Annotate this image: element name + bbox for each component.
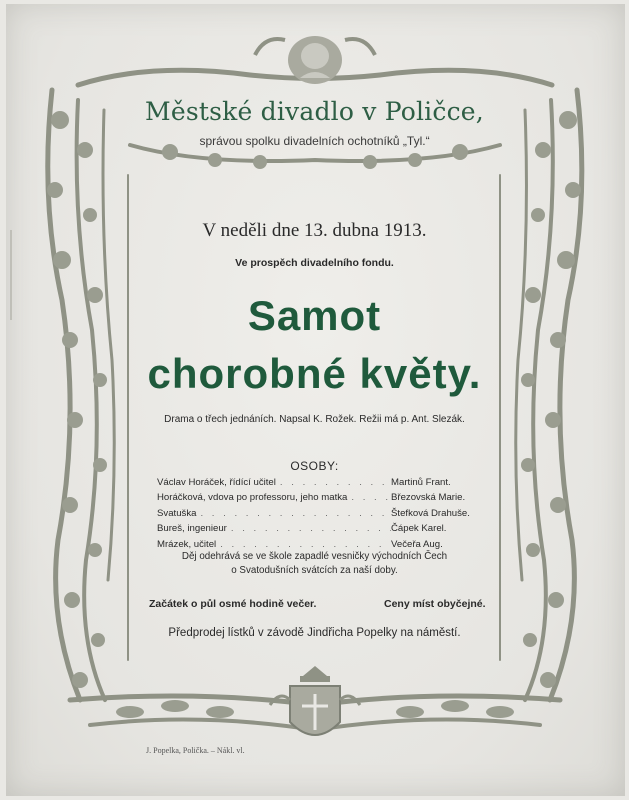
theatre-name: Městské divadlo v Poličce,	[145, 97, 484, 126]
cast-actor: Štefková Drahuše.	[391, 507, 470, 519]
benefit-line: Ve prospěch divadelního fondu.	[235, 257, 394, 269]
cast-row	[157, 523, 487, 538]
cast-role: Horáčková, vdova po professoru, jeho matka	[157, 492, 348, 504]
management-line: správou spolku divadelních ochotníků „Tyl.“	[199, 134, 430, 148]
cast-heading: OSOBY:	[290, 459, 339, 473]
setting-line-1: Děj odehrává se ve škole zapadlé vesničky východních Čech	[181, 551, 448, 562]
performance-date: V neděli dne 13. dubna 1913.	[202, 220, 427, 241]
cast-role: Mrázek, učitel	[157, 538, 217, 550]
cast-actor: Martinů Frant.	[391, 477, 451, 488]
start-time: Začátek o půl osmé hodině večer.	[149, 598, 317, 610]
setting-line-2: o Svatodušních svátcích za naší doby.	[231, 565, 398, 576]
play-title-line2: chorobné květy.	[147, 350, 482, 397]
cast-row	[157, 508, 487, 523]
play-title-line1: Samot	[247, 292, 382, 339]
leader-dots	[216, 539, 391, 550]
cast-actor: Březovská Marie.	[391, 492, 466, 504]
printer-imprint: J. Popelka, Polička. – Nákl. vl.	[146, 746, 245, 755]
cast-row	[157, 492, 487, 507]
leader-dots	[196, 508, 391, 519]
cast-role: Svatuška	[157, 507, 197, 519]
leader-dots	[227, 523, 391, 534]
cast-row	[157, 477, 487, 492]
play-description: Drama o třech jednáních. Napsal K. Rožek. Režii má p. Ant. Slezák.	[164, 414, 465, 425]
cast-role: Václav Horáček, řídící učitel	[157, 477, 276, 488]
presale-info: Předprodej lístků v závodě Jindřicha Popelky na náměstí.	[168, 627, 461, 639]
cast-role: Bureš, ingenieur	[157, 523, 227, 535]
cast-actor: Čápek Karel.	[391, 523, 447, 535]
ticket-prices: Ceny míst obyčejné.	[384, 598, 486, 610]
cast-list	[157, 477, 487, 554]
cast-actor: Večeřa Aug.	[391, 538, 443, 550]
leader-dots	[276, 477, 391, 488]
leader-dots	[347, 492, 391, 503]
